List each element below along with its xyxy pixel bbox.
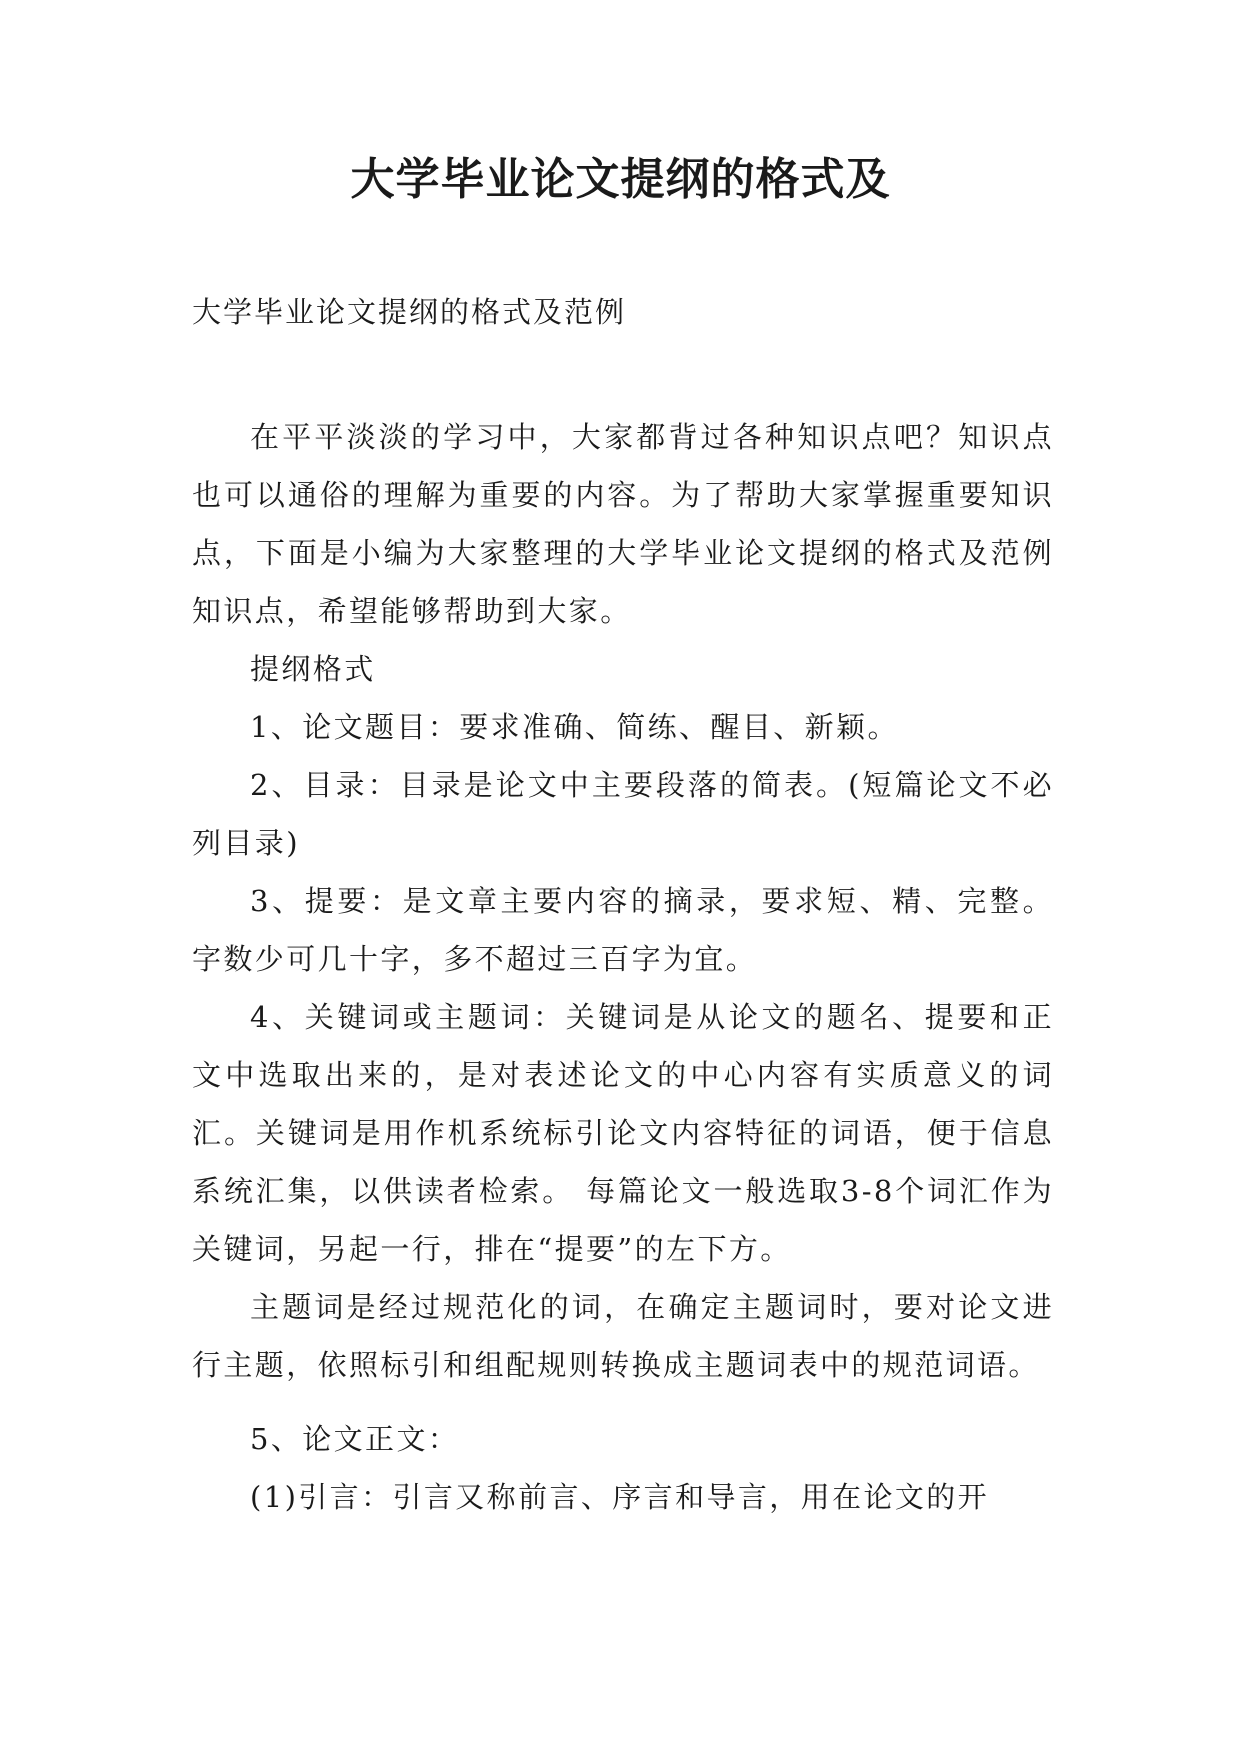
paragraph-item-4: 4、关键词或主题词：关键词是从论文的题名、提要和正文中选取出来的，是对表述论文的中心内容有实质意义的词汇。关键词是用作机系统标引论文内容特征的词语，便于信息系统汇集，以供读者检索。 每篇论文一般选取3-8个词汇作为关键词，另起一行，排在“提要”的左下方。 [192,1000,1054,1266]
paragraph-subject-terms: 主题词是经过规范化的词，在确定主题词时，要对论文进行主题，依照标引和组配规则转换成主题词表中的规范词语。 [192,1290,1054,1382]
paragraph-intro: 在平平淡淡的学习中，大家都背过各种知识点吧？知识点也可以通俗的理解为重要的内容。为了帮助大家掌握重要知识点，下面是小编为大家整理的大学毕业论文提纲的格式及范例知识点，希望能够帮助到大家。 [192,420,1054,628]
document-body [192,408,1054,1526]
paragraph-item-3: 3、提要：是文章主要内容的摘录，要求短、精、完整。字数少可几十字，多不超过三百字为宜。 [192,884,1054,976]
document-subtitle: 大学毕业论文提纲的格式及范例 [192,295,627,329]
paragraph-item-1: 1、论文题目：要求准确、简练、醒目、新颖。 [250,710,899,744]
document-title: 大学毕业论文提纲的格式及 [350,154,891,205]
paragraph-outline-heading: 提纲格式 [250,652,376,686]
paragraph-item-5: 5、论文正文： [250,1422,460,1456]
paragraph-item-5-1: (1)引言：引言又称前言、序言和导言，用在论文的开 [250,1480,990,1514]
paragraph-item-2: 2、目录：目录是论文中主要段落的简表。(短篇论文不必列目录) [192,768,1054,860]
